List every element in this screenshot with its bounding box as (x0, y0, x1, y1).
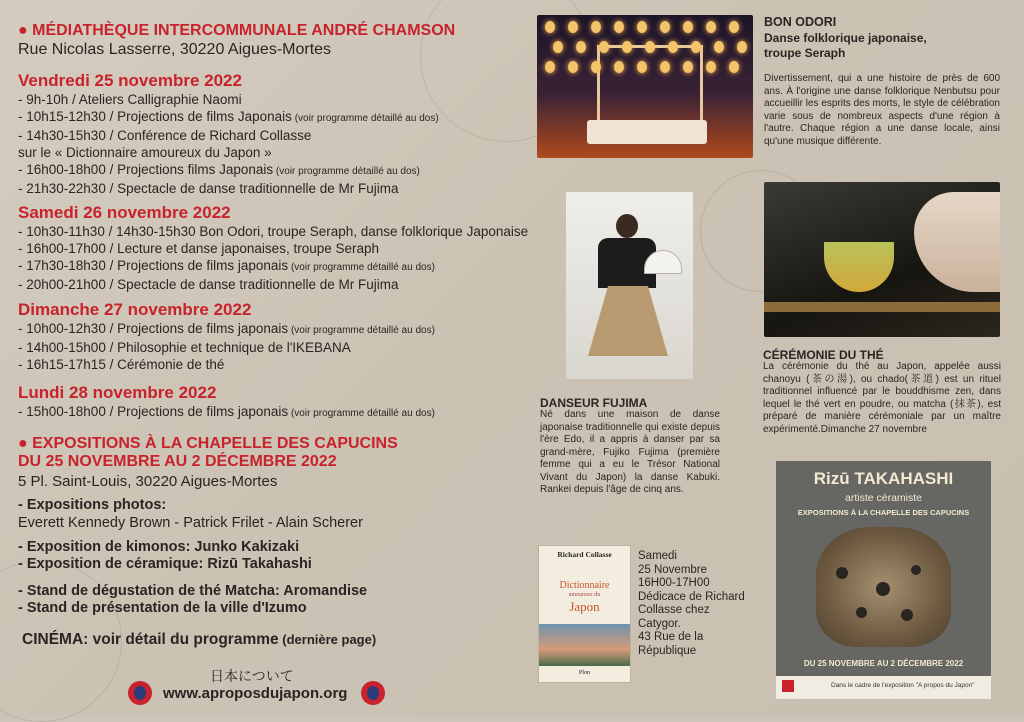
lantern-icon (637, 61, 647, 73)
dancer-hakama (588, 286, 668, 356)
poster-role: artiste céramiste (844, 492, 923, 504)
schedule-item-note: (voir programme détaillé au dos) (288, 325, 435, 336)
schedule-item-text: - 9h-10h / Ateliers Calligraphie Naomi (18, 92, 242, 107)
schedule-item (18, 161, 439, 180)
lantern-icon (545, 21, 555, 33)
day-title: Samedi 26 novembre 2022 (18, 203, 231, 222)
lantern-icon (576, 41, 586, 53)
stand-izumo: - Stand de présentation de la ville d'Izumo (18, 600, 307, 616)
book-event-line: Collasse chez (638, 604, 710, 616)
expo-photos-names: Everett Kennedy Brown - Patrick Frilet - Alain Scherer (18, 515, 363, 531)
bon-odori-subtitle: Danse folklorique japonaise, (764, 31, 927, 45)
lantern-icon (660, 61, 670, 73)
dancer-title: DANSEUR FUJIMA (540, 396, 648, 410)
hand-silhouette (914, 192, 1000, 292)
stand-matcha: - Stand de dégustation de thé Matcha: Aromandise (18, 583, 368, 599)
lantern-icon (714, 41, 724, 53)
schedule-item-text: - 20h00-21h00 / Spectacle de danse traditionnelle de Mr Fujima (18, 277, 399, 292)
dancer-body: Né dans une maison de danse japonaise traditionnelle qui existe depuis l'ère Edo, il a appris à danser par sa grand-mère, Fujiko Fujima (première femme qui a eu le Trésor National Vivant du Japon) la danse Kabuki. Rankei depuis l'âge de cinq ans. (540, 409, 720, 495)
tea-ceremony-photo (764, 182, 1000, 337)
lantern-icon (568, 61, 578, 73)
book-title-line3: Japon (569, 599, 600, 614)
book-title-line1: Dictionnaire (559, 580, 610, 591)
book-cover (538, 545, 631, 683)
book-event-line: 25 Novembre (638, 563, 708, 576)
expo-dates: DU 25 NOVEMBRE AU 2 DÉCEMBRE 2022 (18, 453, 337, 470)
poster-logo-icon (782, 680, 794, 692)
venue-title: ● MÉDIATHÈQUE INTERCOMMUNALE ANDRÉ CHAMSON (18, 22, 456, 39)
schedule-item (18, 91, 439, 108)
schedule-item (18, 257, 528, 276)
lantern-icon (706, 61, 716, 73)
lantern-icon (591, 61, 601, 73)
lantern-icon (691, 41, 701, 53)
japan-label: 日本について (210, 668, 294, 684)
book-author: Richard Collasse (557, 550, 612, 559)
expo-title: ● EXPOSITIONS À LA CHAPELLE DES CAPUCINS (18, 435, 398, 452)
bon-odori-body: Divertissement, qui a une histoire de près de 600 ans. À l'origine une danse folklorique Nenbutsu pour accueillir les esprits des morts, le style de célébration varie sous de nombreux aspects d'une région à l'autre. Chaque région a une danse locale, ainsi qu'une musique différente. (764, 73, 1000, 147)
dancers-silhouette (587, 120, 707, 144)
book-signing-event (638, 550, 745, 658)
schedule-item (18, 180, 439, 197)
schedule-day (18, 383, 435, 422)
schedule-item-text: - 15h00-18h00 / Projections de films japonais (18, 404, 289, 419)
logo-icon (128, 681, 152, 705)
poster-dates: DU 25 NOVEMBRE AU 2 DÉCEMBRE 2022 (803, 659, 964, 668)
poster-footer (776, 676, 991, 699)
schedule-item-text: - 16h00-18h00 / Projections films Japonais (18, 162, 274, 177)
lantern-icon (706, 21, 716, 33)
lantern-icon (599, 41, 609, 53)
lantern-icon (591, 21, 601, 33)
book-event-line: 16H00-17H00 (638, 577, 710, 589)
schedule-item (18, 144, 439, 161)
book-event-line: Dédicace de Richard (638, 590, 745, 603)
logo-icon (361, 681, 385, 705)
lantern-icon (637, 21, 647, 33)
poster-expo: EXPOSITIONS À LA CHAPELLE DES CAPUCINS (797, 508, 970, 517)
schedule-item-text: - 21h30-22h30 / Spectacle de danse traditionnelle de Mr Fujima (18, 181, 399, 196)
lantern-icon (614, 21, 624, 33)
book-event-line: République (638, 644, 697, 657)
schedule-item (18, 356, 435, 373)
lantern-icon (568, 21, 578, 33)
book-event-line: Samedi (638, 550, 677, 562)
expo-photos-title: - Expositions photos: (18, 497, 167, 513)
expo-kimono: - Exposition de kimonos: Junko Kakizaki (18, 539, 300, 555)
lantern-icon (737, 41, 747, 53)
ceramic-sculpture (816, 527, 951, 647)
schedule-item (18, 223, 528, 240)
schedule-item-note: (voir programme détaillé au dos) (288, 262, 435, 273)
dancer-head (616, 214, 638, 238)
lantern-icon (553, 41, 563, 53)
lantern-icon (683, 21, 693, 33)
book-publisher: Plon (578, 670, 590, 676)
fan-icon (644, 250, 682, 274)
schedule-day (18, 300, 435, 373)
schedule-item (18, 127, 439, 144)
schedule-item-text: - 17h30-18h30 / Projections de films japonais (18, 258, 289, 273)
lantern-icon (668, 41, 678, 53)
venue-address: Rue Nicolas Lasserre, 30220 Aigues-Mortes (18, 41, 332, 58)
schedule-item-text: - 10h15-12h30 / Projections de films Japonais (18, 109, 292, 124)
lantern-icon (729, 21, 739, 33)
cinema-note: (dernière page) (278, 632, 377, 647)
poster-footer-text: Dans le cadre de l'exposition "A propos du Japon" (831, 682, 975, 689)
lantern-icon (614, 61, 624, 73)
schedule-day (18, 203, 528, 293)
lantern-icon (622, 41, 632, 53)
schedule-item-text: - 14h00-15h00 / Philosophie et technique de l'IKEBANA (18, 340, 351, 355)
lantern-icon (683, 61, 693, 73)
tea-bowl (824, 242, 894, 292)
schedule-item (18, 276, 528, 293)
schedule-item-text: - 14h30-15h30 / Conférence de Richard Collasse (18, 128, 312, 143)
cinema-main: CINÉMA: voir détail du programme (22, 631, 279, 648)
book-illustration (539, 624, 630, 666)
lantern-icon (729, 61, 739, 73)
tea-ceremony-body: La cérémonie du thé au Japon, appelée aussi chanoyu (茶の湯), ou chado(茶道) est un rituel traditionnel influencé par le bouddhisme zen, dans lequel le thé vert en poudre, ou matcha (抹茶), est préparé de manière cérémoniale par un maître expérimenté.Dimanche 27 novembre (763, 361, 1001, 435)
day-title: Vendredi 25 novembre 2022 (18, 71, 242, 90)
expo-address: 5 Pl. Saint-Louis, 30220 Aigues-Mortes (18, 473, 278, 490)
schedule-item (18, 320, 435, 339)
day-title: Dimanche 27 novembre 2022 (18, 300, 252, 319)
ceramics-poster (776, 461, 991, 699)
lantern-icon (645, 41, 655, 53)
poster-name: Rizū TAKAHASHI (813, 469, 954, 488)
schedule-item (18, 339, 435, 356)
schedule-item-note: (voir programme détaillé au dos) (288, 408, 435, 419)
ladle (764, 302, 1000, 312)
stage-frame (597, 45, 703, 128)
cinema-line (22, 631, 376, 649)
schedule-item-text: sur le « Dictionnaire amoureux du Japon » (18, 145, 272, 160)
bon-odori-title: BON ODORI (764, 15, 837, 29)
tea-ceremony-title: CÉRÉMONIE DU THÉ (763, 348, 884, 362)
schedule-item-text: - 10h00-12h30 / Projections de films japonais (18, 321, 289, 336)
expo-ceramic: - Exposition de céramique: Rizū Takahashi (18, 556, 312, 572)
schedule-day (18, 71, 439, 197)
day-title: Lundi 28 novembre 2022 (18, 383, 217, 402)
book-event-line: 43 Rue de la (638, 631, 704, 643)
book-title-line2: amoureux du (568, 592, 601, 598)
bon-odori-troupe: troupe Seraph (764, 46, 846, 60)
schedule-item-text: - 16h00-17h00 / Lecture et danse japonaises, troupe Seraph (18, 241, 380, 256)
lantern-icon (660, 21, 670, 33)
book-event-line: Catygor. (638, 617, 681, 630)
lantern-icon (545, 61, 555, 73)
bon-odori-photo (537, 15, 753, 158)
schedule-item (18, 240, 528, 257)
schedule-item-text: - 10h30-11h30 / 14h30-15h30 Bon Odori, troupe Seraph, danse folklorique Japonaise (18, 224, 529, 239)
dancer-photo (566, 192, 693, 379)
website-link[interactable]: www.aproposdujapon.org (163, 685, 348, 702)
schedule-item (18, 403, 435, 422)
schedule-item-text: - 16h15-17h15 / Cérémonie de thé (18, 357, 225, 372)
schedule-item-note: (voir programme détaillé au dos) (273, 166, 420, 177)
schedule-item (18, 108, 439, 127)
schedule-item-note: (voir programme détaillé au dos) (291, 113, 439, 124)
